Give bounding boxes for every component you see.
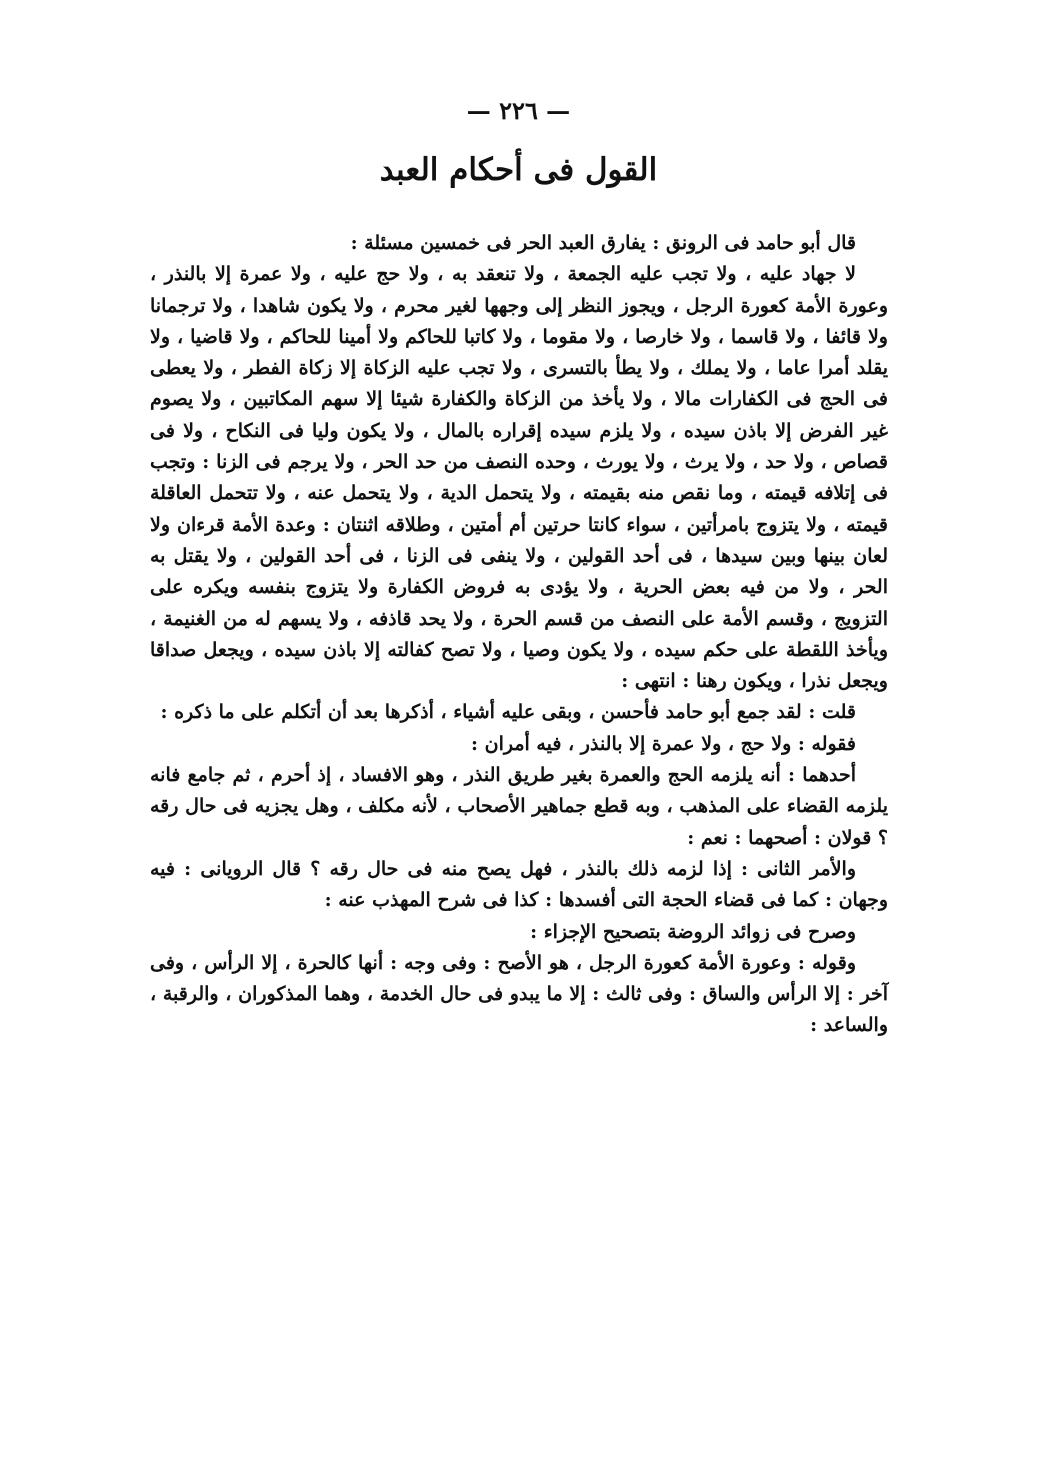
paragraph: لا جهاد عليه ، ولا تجب عليه الجمعة ، ولا تنعقد به ، ولا حج عليه ، ولا عمرة إلا بالنذر ، وعورة الأمة كعورة الرجل ، ويجوز النظر إلى وجهها لغير محرم ، ولا يكون شاهدا ، ولا ترجمانا ولا قائفا ، ولا قاسما ، ولا خارصا ، ولا مقوما ، ولا كاتبا للحاكم ولا أمينا للحاكم ، ولا قاضيا ، ولا يقلد أمرا عاما ، ولا يملك ، ولا يطأ بالتسرى ، ولا تجب عليه الزكاة إلا زكاة الفطر ، ولا يعطى فى الحج فى الكفارات مالا ، ولا يأخذ من الزكاة والكفارة شيئا إلا سهم المكاتبين ، ولا يصوم غير الفرض إلا باذن سيده ، ولا يلزم سيده إقراره بالمال ، ولا يكون وليا فى النكاح ، ولا فى قصاص ، ولا حد ، ولا يرث ، ولا يورث ، وحده النصف من حد الحر ، ولا يرجم فى الزنا : وتجب فى إتلافه قيمته ، وما نقص منه بقيمته ، ولا يتحمل الدية ، ولا يتحمل عنه ، ولا تتحمل العاقلة قيمته ، ولا يتزوج بامرأتين ، سواء كانتا حرتين أم أمتين ، وطلاقه اثنتان : وعدة الأمة قرءان ولا لعان بينها وبين سيدها ، فى أحد القولين ، ولا ينفى فى الزنا ، فى أحد القولين ، ولا يقتل به الحر ، ولا من فيه بعض الحرية ، ولا يؤدى به فروض الكفارة ولا يتزوج بنفسه ويكره على التزويج ، وقسم الأمة على النصف من قسم الحرة ، ولا يحد قاذفه ، ولا يسهم له من الغنيمة ، ويأخذ اللقطة على حكم سيده ، ولا يكون وصيا ، ولا تصح كفالته إلا باذن سيده ، ويجعل صداقا ويجعل نذرا ، ويكون رهنا : انتهى : — [150, 263, 888, 693]
paragraph: والأمر الثانى : إذا لزمه ذلك بالنذر ، فهل يصح منه فى حال رقه ؟ قال الرويانى : فيه وجهان : كما فى قضاء الحجة التى أفسدها : كذا فى شرح المهذب عنه : — [150, 857, 888, 912]
section-heading: القول فى أحكام العبد — [379, 152, 658, 188]
paragraph: وصرح فى زوائد الروضة بتصحيح الإجزاء : — [530, 920, 856, 943]
paragraph: فقوله : ولا حج ، ولا عمرة إلا بالنذر ، فيه أمران : — [471, 732, 856, 755]
page-number: — ٢٢٦ — — [466, 96, 571, 125]
paragraph: وقوله : وعورة الأمة كعورة الرجل ، هو الأصح : وفى وجه : أنها كالحرة ، إلا الرأس ، وفى آخر : إلا الرأس والساق : وفى ثالث : إلا ما يبدو فى حال الخدمة ، وهما المذكوران ، والرقبة ، والساعد : — [150, 951, 888, 1037]
body-text — [150, 228, 888, 1042]
paragraph: قال أبو حامد فى الرونق : يفارق العبد الحر فى خمسين مسئلة : — [350, 232, 856, 254]
paragraph: قلت : لقد جمع أبو حامد فأحسن ، وبقى عليه أشياء ، أذكرها بعد أن أتكلم على ما ذكره : — [160, 701, 856, 724]
paragraph: أحدهما : أنه يلزمه الحج والعمرة بغير طريق النذر ، وهو الافساد ، إذ أحرم ، ثم جامع فانه يلزمه القضاء على المذهب ، وبه قطع جماهير الأصحاب ، لأنه مكلف ، وهل يجزيه فى حال رقه ؟ قولان : أصحهما : نعم : — [150, 764, 888, 849]
